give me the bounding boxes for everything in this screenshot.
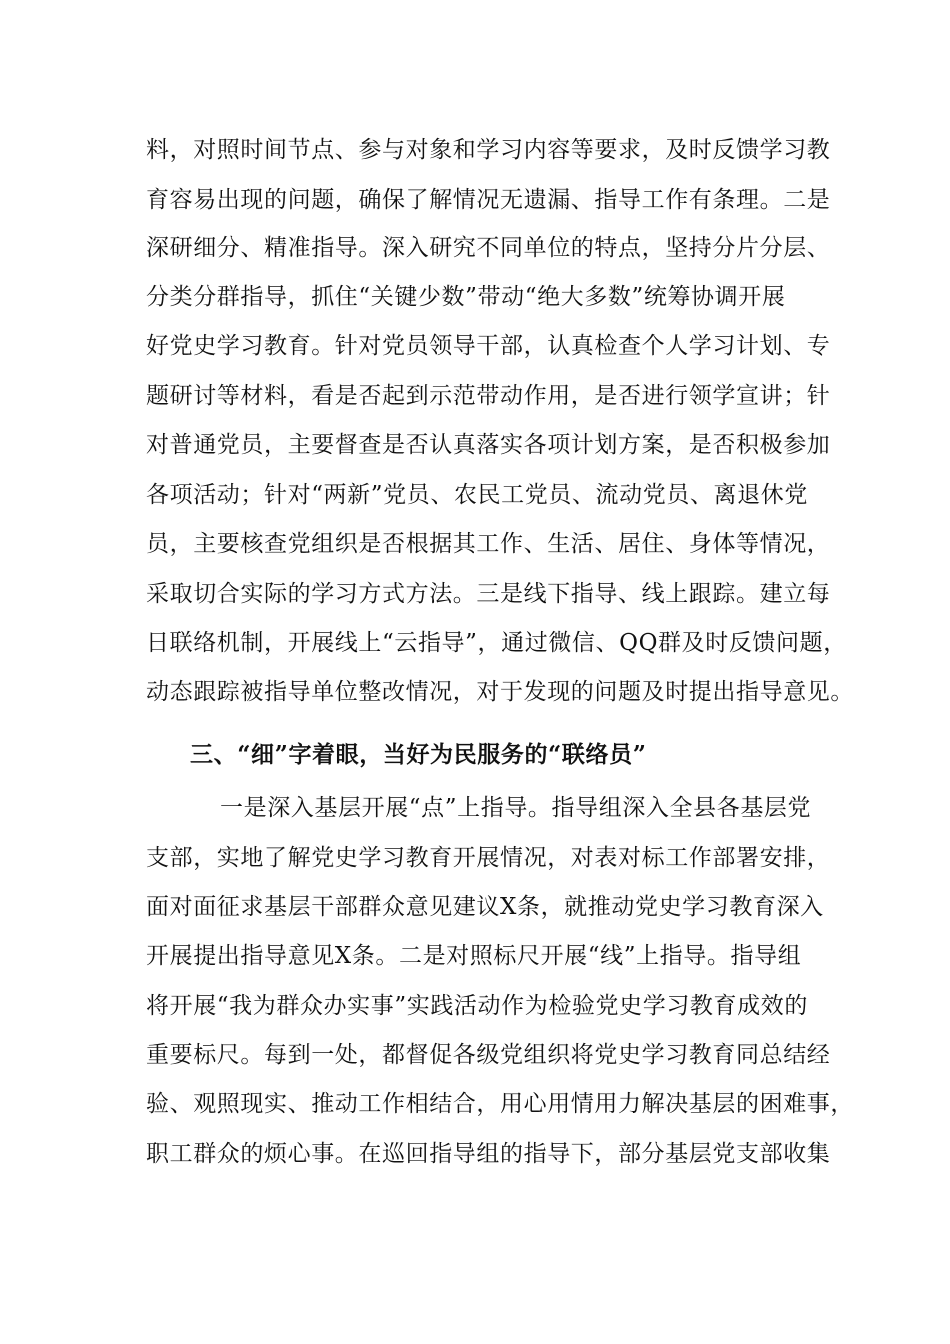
- text-line: 各项活动；针对“两新”党员、农民工党员、流动党员、离退休党: [146, 482, 808, 508]
- text-line: 将开展“我为群众办实事”实践活动作为检验党史学习教育成效的: [146, 993, 808, 1019]
- text-line: 题研讨等材料，看是否起到示范带动作用，是否进行领学宣讲；针: [146, 383, 831, 409]
- text-line: 好党史学习教育。针对党员领导干部，认真检查个人学习计划、专: [146, 333, 831, 359]
- text-line: 员，主要核查党组织是否根据其工作、生活、居住、身体等情况，: [146, 531, 831, 557]
- text-line: 一是深入基层开展“点”上指导。指导组深入全县各基层党: [220, 795, 812, 821]
- text-line: 采取切合实际的学习方式方法。三是线下指导、线上跟踪。建立每: [146, 581, 831, 607]
- text-line: 职工群众的烦心事。在巡回指导组的指导下，部分基层党支部收集: [146, 1141, 831, 1167]
- text-line: 日联络机制，开展线上“云指导”，通过微信、QQ群及时反馈问题，: [146, 630, 847, 656]
- text-line: 育容易出现的问题，确保了解情况无遗漏、指导工作有条理。二是: [146, 187, 831, 213]
- section-heading: 三、“细”字着眼，当好为民服务的“联络员”: [190, 741, 647, 768]
- text-line: 分类分群指导，抓住“关键少数”带动“绝大多数”统筹协调开展: [146, 284, 786, 310]
- text-line: 料，对照时间节点、参与对象和学习内容等要求，及时反馈学习教: [146, 137, 831, 163]
- text-line: 重要标尺。每到一处，都督促各级党组织将党史学习教育同总结经: [146, 1042, 831, 1068]
- text-line: 支部，实地了解党史学习教育开展情况，对表对标工作部署安排，: [146, 845, 831, 871]
- text-line: 深研细分、精准指导。深入研究不同单位的特点，坚持分片分层、: [146, 235, 831, 261]
- text-line: 对普通党员，主要督查是否认真落实各项计划方案，是否积极参加: [146, 432, 831, 458]
- text-line: 动态跟踪被指导单位整改情况，对于发现的问题及时提出指导意见。: [146, 679, 854, 705]
- text-line: 面对面征求基层干部群众意见建议X条，就推动党史学习教育深入: [146, 894, 824, 920]
- text-line: 开展提出指导意见X条。二是对照标尺开展“线”上指导。指导组: [146, 943, 802, 969]
- text-line: 验、观照现实、推动工作相结合，用心用情用力解决基层的困难事，: [146, 1091, 854, 1117]
